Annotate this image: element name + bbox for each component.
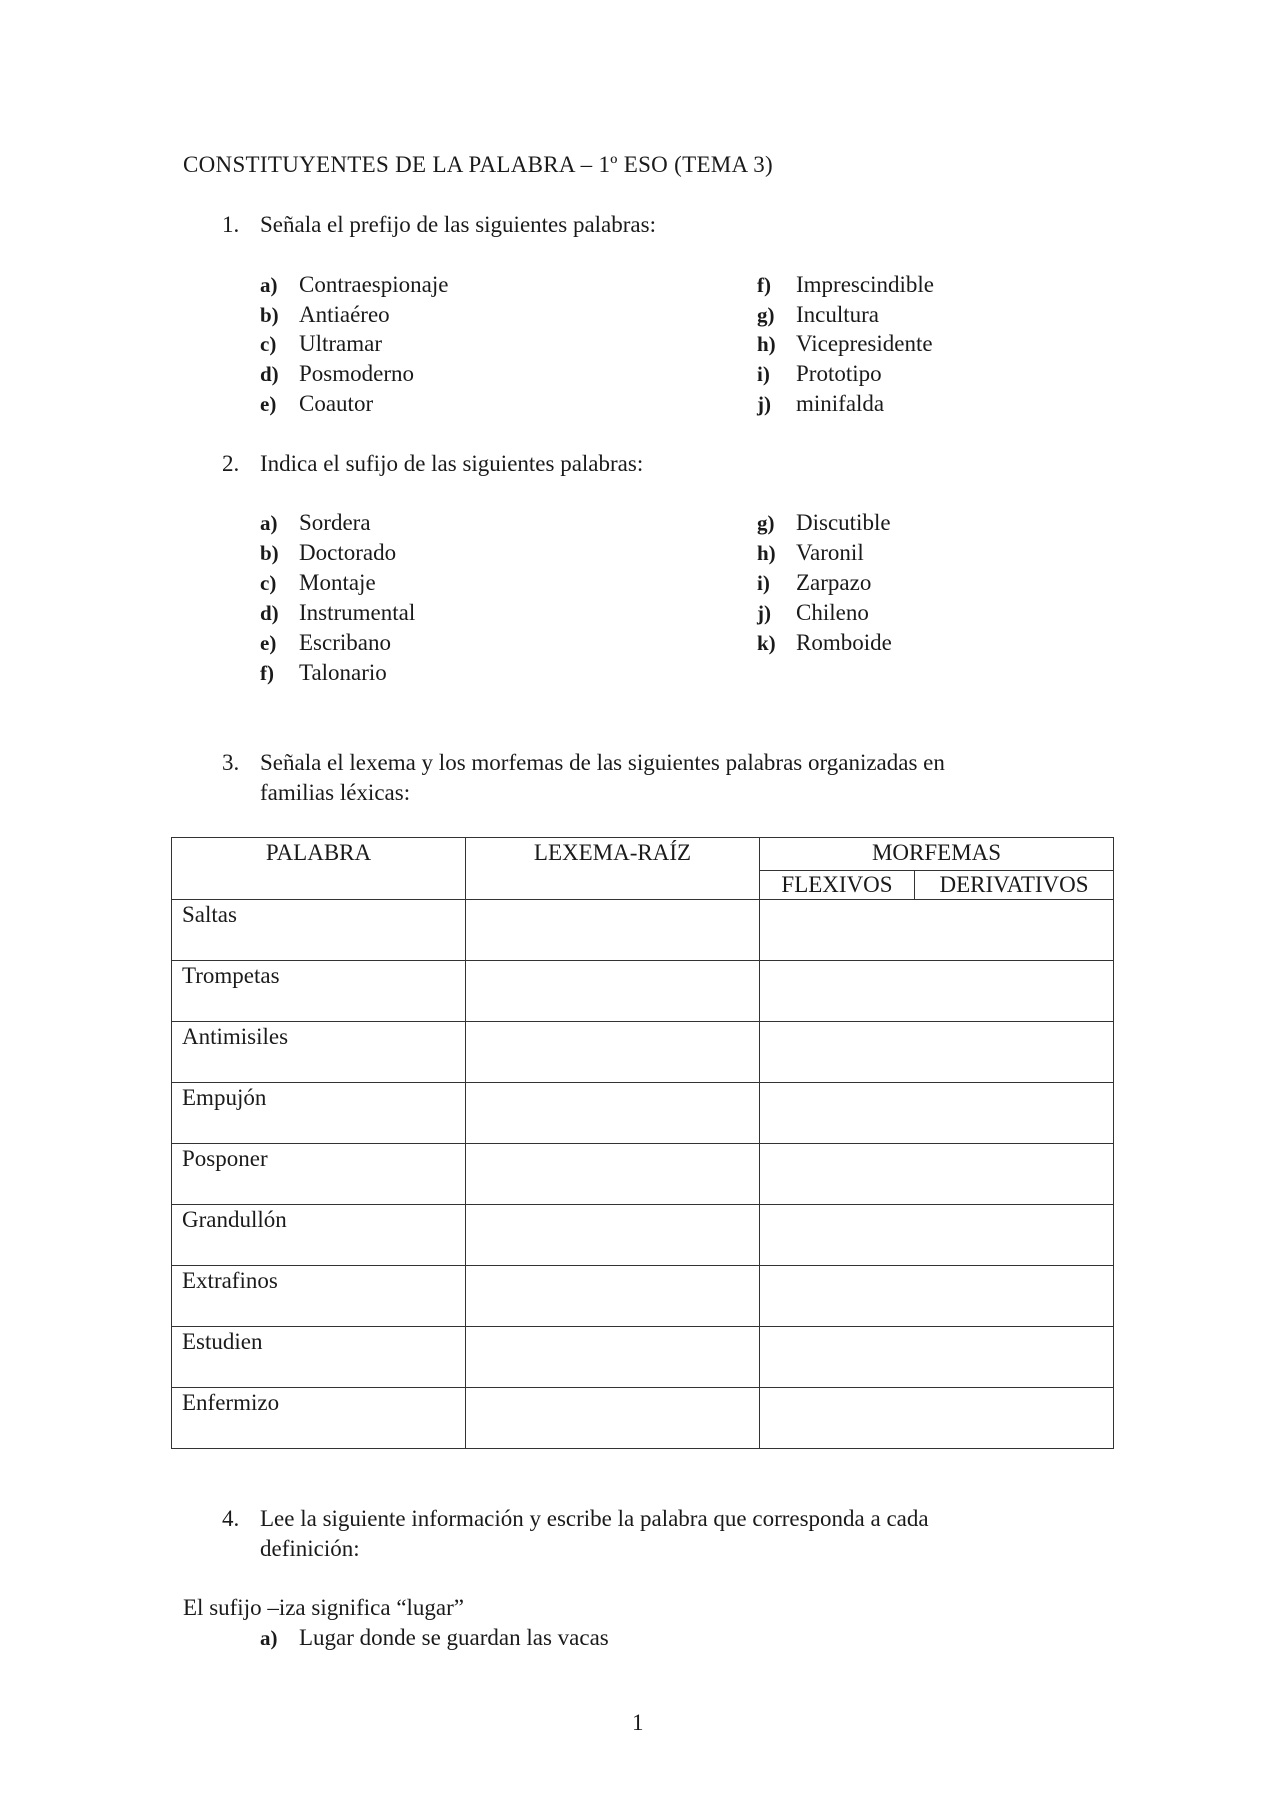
question-text-line2: familias léxicas: xyxy=(260,780,411,805)
morfemas-cell[interactable] xyxy=(760,1327,1114,1388)
question-number: 1. xyxy=(222,212,240,237)
table-row xyxy=(172,1144,1114,1205)
word-cell: Posponer xyxy=(172,1144,466,1205)
morfemas-cell[interactable] xyxy=(760,1205,1114,1266)
question-number: 4. xyxy=(222,1506,240,1531)
word-cell: Estudien xyxy=(172,1327,466,1388)
header-flexivos: FLEXIVOS xyxy=(760,871,915,900)
header-morfemas: MORFEMAS xyxy=(760,838,1114,871)
lexema-cell[interactable] xyxy=(466,1205,760,1266)
header-palabra: PALABRA xyxy=(172,838,466,900)
header-lexema: LEXEMA-RAÍZ xyxy=(466,838,760,900)
lexema-cell[interactable] xyxy=(466,1022,760,1083)
table-row xyxy=(172,1388,1114,1449)
morfemas-cell[interactable] xyxy=(760,1022,1114,1083)
question-text-line2: definición: xyxy=(260,1536,360,1561)
question-text: Lee la siguiente información y escribe la palabra que corresponda a cada xyxy=(260,1506,929,1531)
table-row xyxy=(172,900,1114,961)
table-row xyxy=(172,1205,1114,1266)
word-cell: Saltas xyxy=(172,900,466,961)
question-number: 3. xyxy=(222,750,240,775)
page-title: CONSTITUYENTES DE LA PALABRA – 1º ESO (TEMA 3) xyxy=(183,152,773,177)
morfemas-cell[interactable] xyxy=(760,1144,1114,1205)
table-row xyxy=(172,1327,1114,1388)
word-cell: Empujón xyxy=(172,1083,466,1144)
question-text: Señala el prefijo de las siguientes palabras: xyxy=(260,212,656,237)
morfemas-cell[interactable] xyxy=(760,1083,1114,1144)
question-text: Señala el lexema y los morfemas de las siguientes palabras organizadas en xyxy=(260,750,945,775)
morfemas-cell[interactable] xyxy=(760,961,1114,1022)
morfemas-cell[interactable] xyxy=(760,900,1114,961)
morfemas-cell[interactable] xyxy=(760,1266,1114,1327)
word-cell: Antimisiles xyxy=(172,1022,466,1083)
header-derivativos: DERIVATIVOS xyxy=(915,871,1114,900)
word-cell: Enfermizo xyxy=(172,1388,466,1449)
lexema-cell[interactable] xyxy=(466,961,760,1022)
table-row xyxy=(172,1083,1114,1144)
table-row xyxy=(172,1266,1114,1327)
table-row xyxy=(172,1022,1114,1083)
lexema-cell[interactable] xyxy=(466,1144,760,1205)
morphology-table xyxy=(171,837,1114,1449)
word-cell: Extrafinos xyxy=(172,1266,466,1327)
lexema-cell[interactable] xyxy=(466,1266,760,1327)
lexema-cell[interactable] xyxy=(466,900,760,961)
word-cell: Grandullón xyxy=(172,1205,466,1266)
lexema-cell[interactable] xyxy=(466,1388,760,1449)
word-cell: Trompetas xyxy=(172,961,466,1022)
table-row xyxy=(172,961,1114,1022)
question-number: 2. xyxy=(222,451,240,476)
question-text: Indica el sufijo de las siguientes palabras: xyxy=(260,451,644,476)
morfemas-cell[interactable] xyxy=(760,1388,1114,1449)
lexema-cell[interactable] xyxy=(466,1327,760,1388)
suffix-note: El sufijo –iza significa “lugar” xyxy=(183,1595,465,1620)
lexema-cell[interactable] xyxy=(466,1083,760,1144)
page-number: 1 xyxy=(632,1710,644,1735)
